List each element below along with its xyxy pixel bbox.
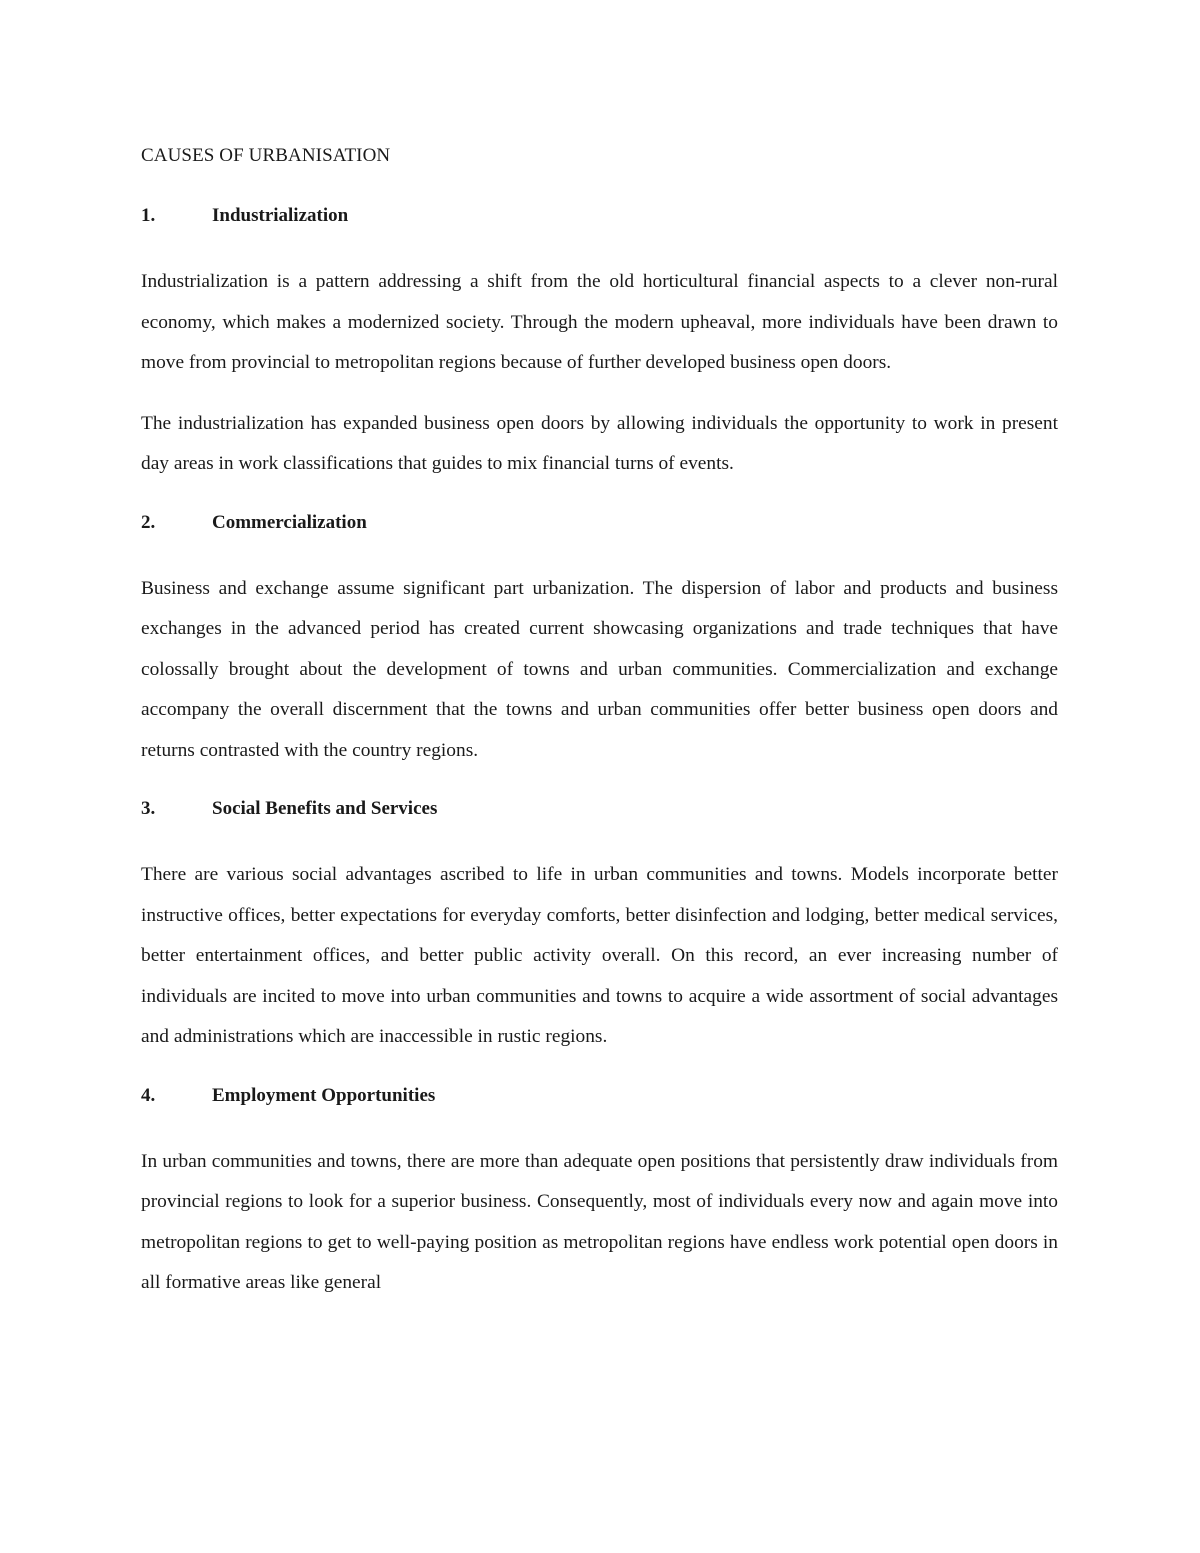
section-heading [141, 1080, 1058, 1112]
section-title: Employment Opportunities [212, 1084, 436, 1106]
paragraph: Industrialization is a pattern addressing a shift from the old horticultural financial aspects to a clever non-rural economy, which makes a modernized society. Through the modern upheaval, more individuals have been drawn to move from provincial to metropolitan regions because of further developed business open doors. [141, 271, 1058, 373]
document-page [141, 140, 1058, 1326]
section-title: Social Benefits and Services [212, 798, 438, 819]
section-industrialization [141, 200, 1058, 485]
section-social-benefits [141, 793, 1058, 1058]
section-title: Commercialization [212, 511, 367, 533]
section-number: 3. [141, 798, 156, 819]
section-number: 4. [141, 1084, 156, 1106]
section-heading [141, 793, 1058, 825]
paragraph: Business and exchange assume significant part urbanization. The dispersion of labor and products and business exchanges in the advanced period has created current showcasing organizations and trade techniques that have colossally brought about the development of towns and urban communities. Commercialization and exchange accompany the overall discernment that the towns and urban communities offer better business open doors and returns contrasted with the country regions. [141, 577, 1058, 761]
paragraph: In urban communities and towns, there are more than adequate open positions that persistently draw individuals from provincial regions to look for a superior business. Consequently, most of individuals every now and again move into metropolitan regions to get to well-paying position as metropolitan regions have endless work potential open doors in all formative areas like general [141, 1150, 1058, 1293]
section-employment [141, 1080, 1058, 1304]
section-title: Industrialization [212, 205, 349, 226]
section-commercialization [141, 507, 1058, 772]
section-number: 2. [141, 511, 156, 533]
paragraph: There are various social advantages ascribed to life in urban communities and towns. Models incorporate better instructive offices, better expectations for everyday comforts, better disinfection and lodging, better medical services, better entertainment offices, and better public activity overall. On this record, an ever increasing number of individuals are incited to move into urban communities and towns to acquire a wide assortment of social advantages and administrations which are inaccessible in rustic regions. [141, 864, 1058, 1047]
section-number: 1. [141, 205, 156, 226]
document-title: CAUSES OF URBANISATION [141, 145, 391, 166]
section-heading [141, 507, 1058, 539]
paragraph: The industrialization has expanded business open doors by allowing individuals the opportunity to work in present day areas in work classifications that guides to mix financial turns of events. [141, 412, 1058, 474]
section-heading [141, 200, 1058, 232]
